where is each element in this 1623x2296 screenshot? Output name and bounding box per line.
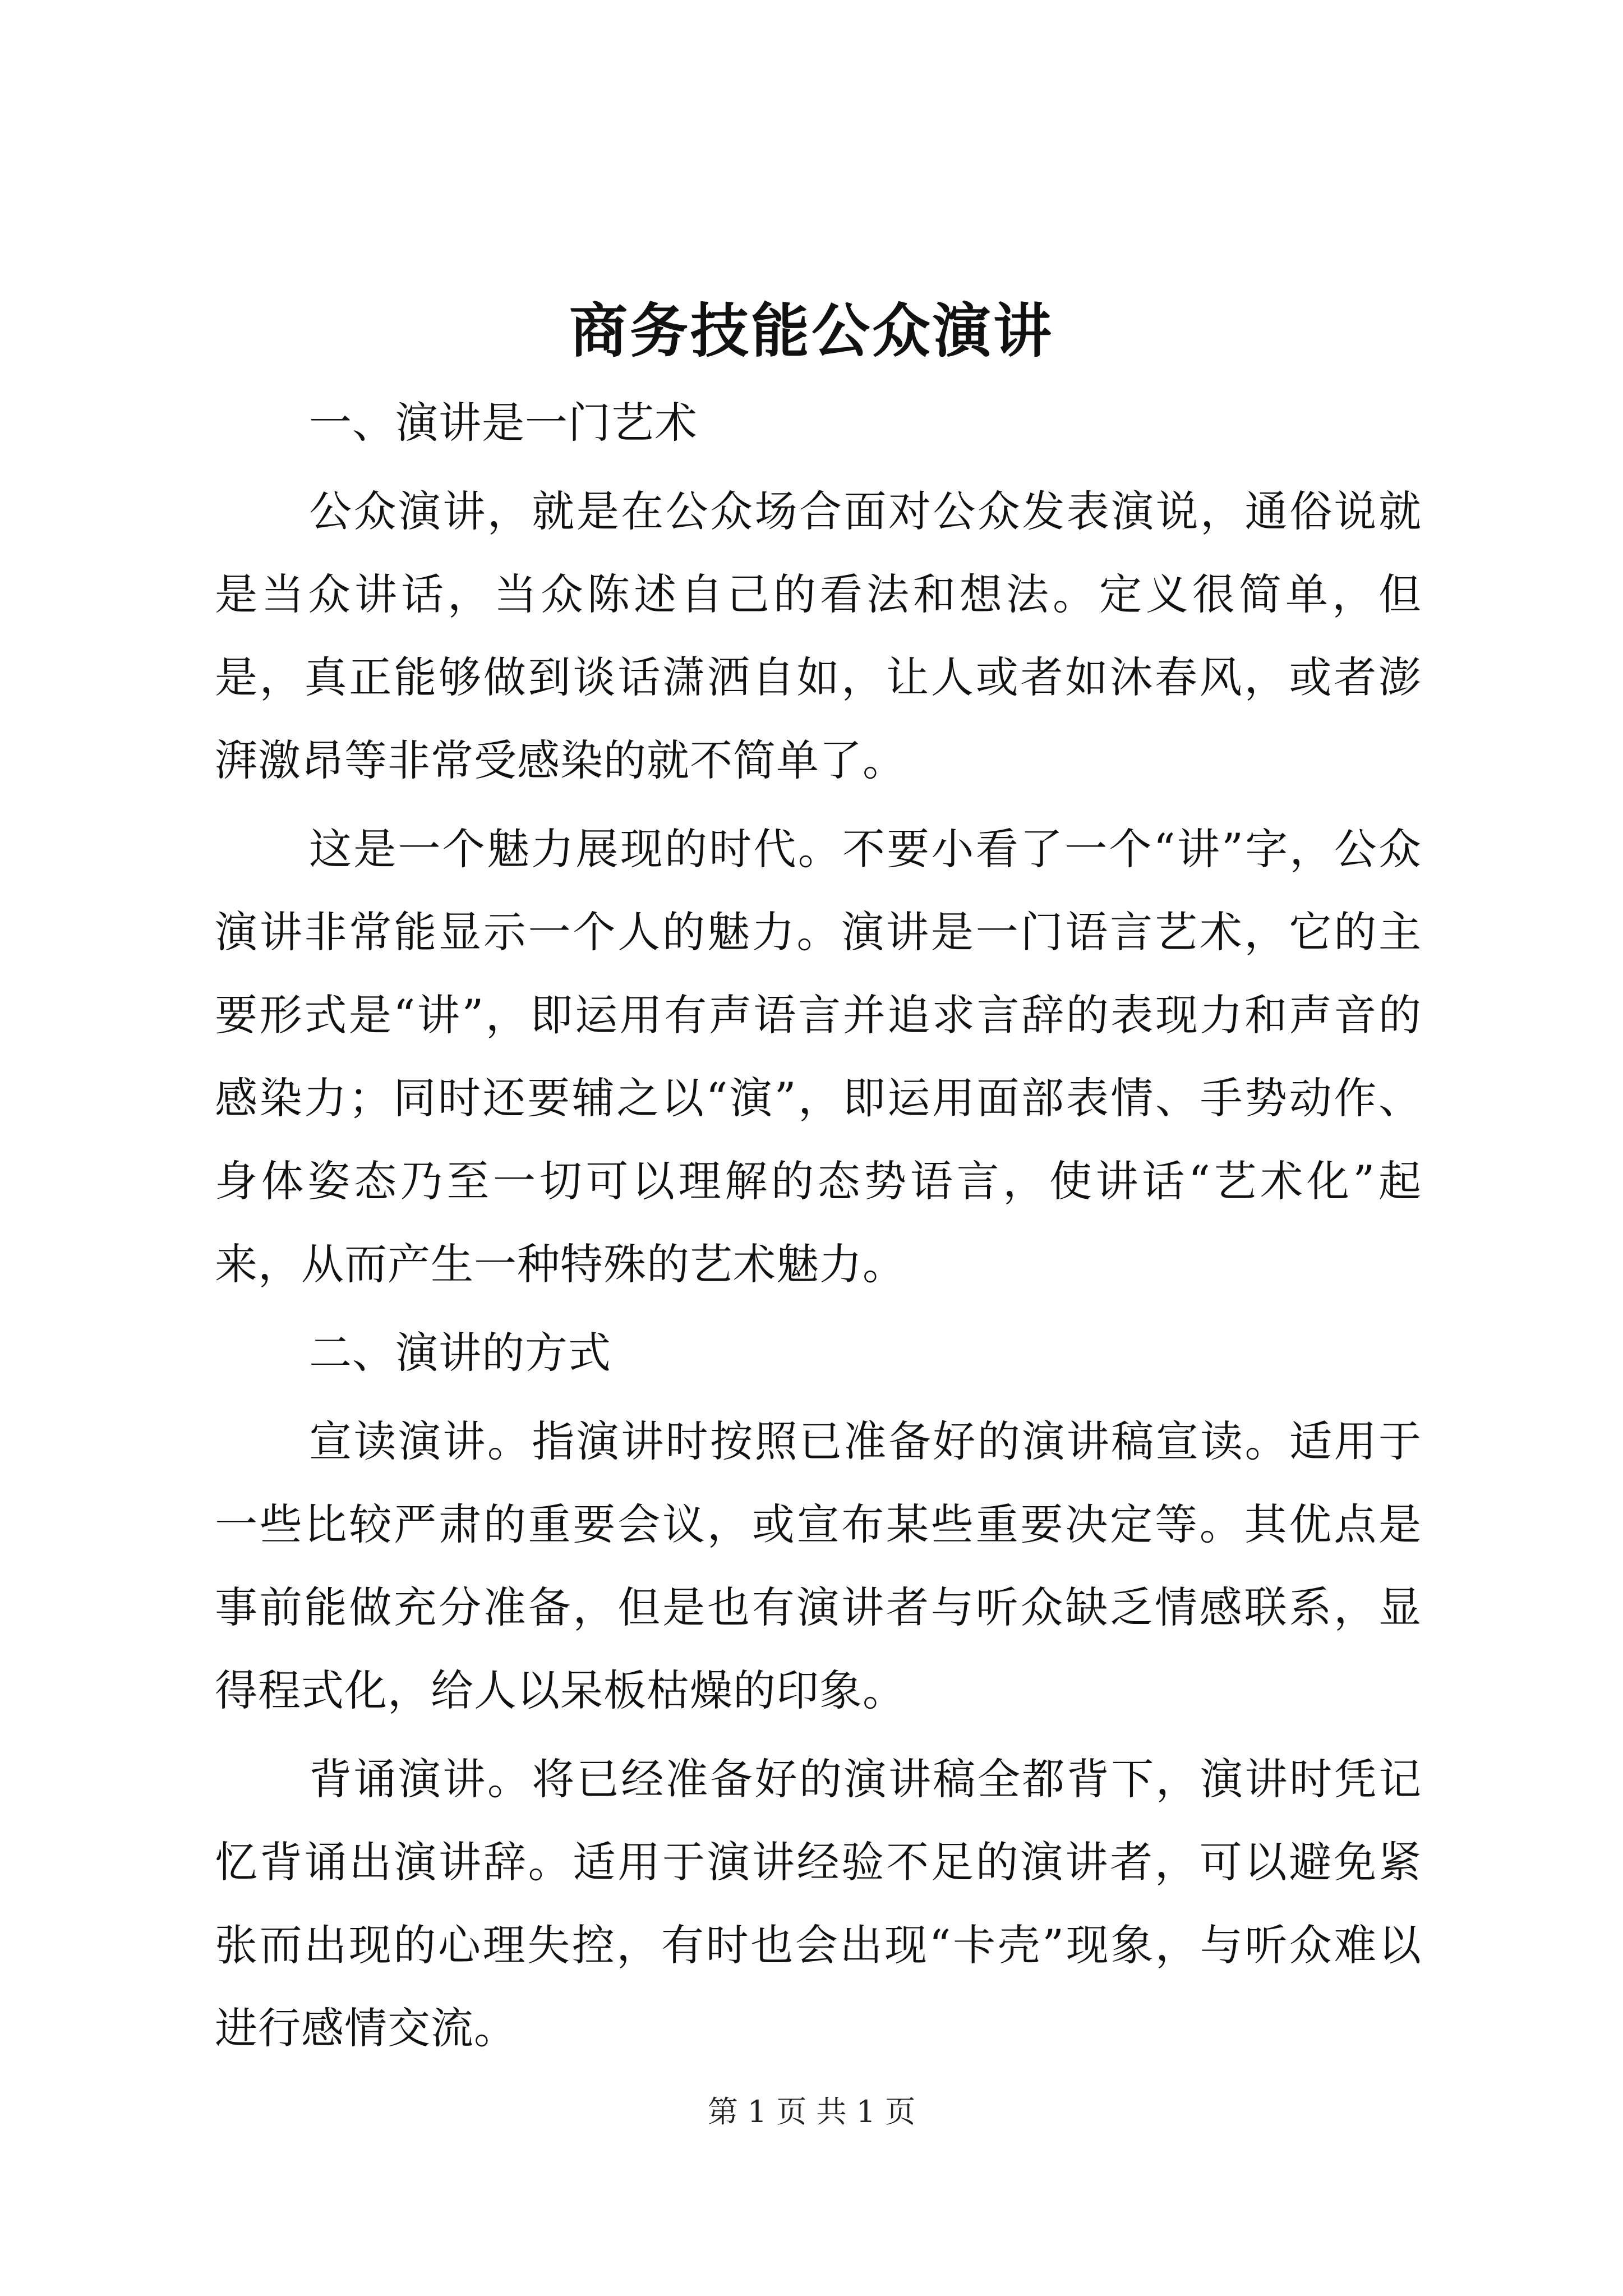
document-body	[215, 381, 1422, 2076]
paragraph: 公众演讲，就是在公众场合面对公众发表演说，通俗说就是当众讲话，当众陈述自己的看法和想法。定义很简单，但是，真正能够做到谈话潇洒自如，让人或者如沐春风，或者澎湃激昂等非常受感染的就不简单了。	[215, 486, 1422, 785]
page-title: 商务技能公众演讲	[569, 296, 1054, 365]
page-footer: 第 1 页 共 1 页	[707, 2094, 916, 2129]
paragraph: 这是一个魅力展现的时代。不要小看了一个“讲”字，公众演讲非常能显示一个人的魅力。演讲是一门语言艺术，它的主要形式是“讲”，即运用有声语言并追求言辞的表现力和声音的感染力；同时还要辅之以“演”，即运用面部表情、手势动作、身体姿态乃至一切可以理解的态势语言，使讲话“艺术化”起来，从而产生一种特殊的艺术魅力。	[215, 824, 1422, 1289]
paragraph: 宣读演讲。指演讲时按照已准备好的演讲稿宣读。适用于一些比较严肃的重要会议，或宣布某些重要决定等。其优点是事前能做充分准备，但是也有演讲者与听众缺乏情感联系，显得程式化，给人以呆板枯燥的印象。	[215, 1416, 1422, 1715]
section-heading-2: 二、演讲的方式	[309, 1328, 611, 1378]
paragraph: 背诵演讲。将已经准备好的演讲稿全都背下，演讲时凭记忆背诵出演讲辞。适用于演讲经验不足的演讲者，可以避免紧张而出现的心理失控，有时也会出现“卡壳”现象，与听众难以进行感情交流。	[215, 1754, 1422, 2053]
section-heading-1: 一、演讲是一门艺术	[309, 398, 698, 448]
